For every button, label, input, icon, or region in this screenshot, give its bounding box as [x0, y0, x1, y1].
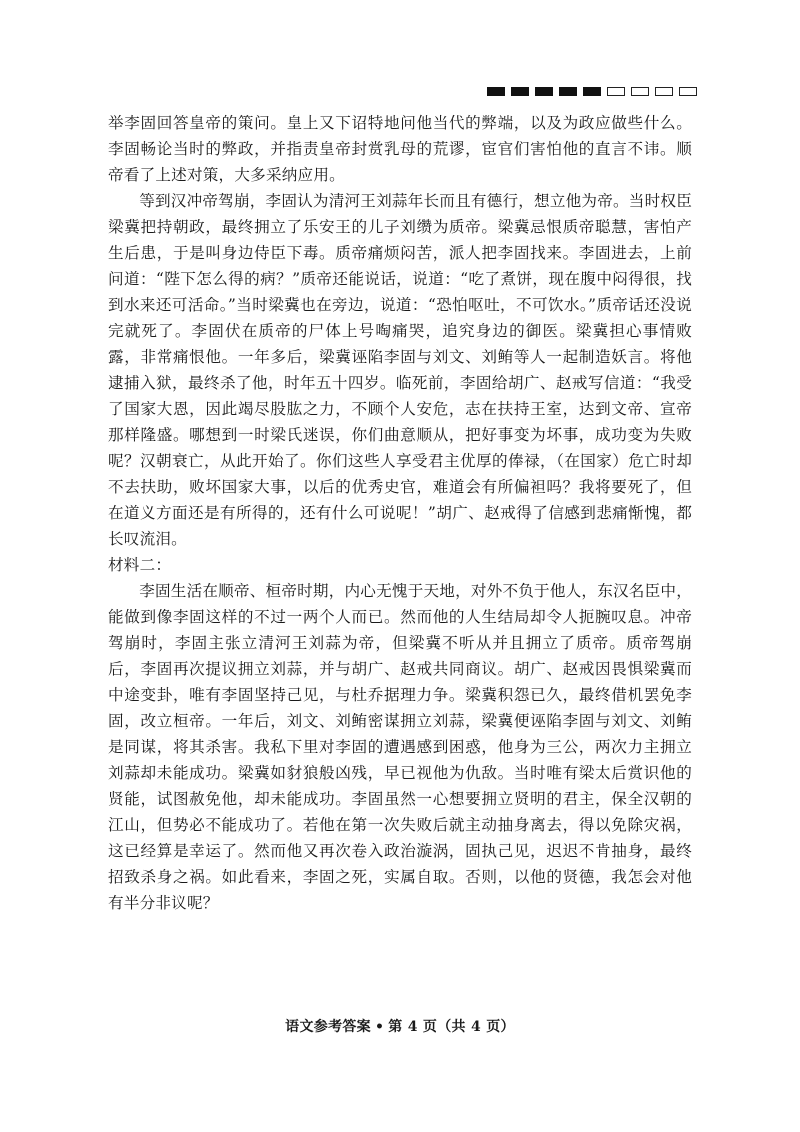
page-progress-marks — [487, 87, 697, 96]
progress-mark-filled — [535, 87, 553, 96]
paragraph-continued: 举李固回答皇帝的策问。皇上又下诏特地问他当代的弊端，以及为政应做些什么。李固畅论当时的弊政，并指责皇帝封赏乳母的荒谬，宦官们害怕他的直言不讳。顺帝看了上述对策，大多采纳应用。 — [108, 114, 692, 184]
progress-mark-empty — [631, 87, 649, 96]
paragraph-li-gu-death: 等到汉冲帝驾崩，李固认为清河王刘蒜年长而且有德行，想立他为帝。当时权臣梁冀把持朝政，最终拥立了乐安王的儿子刘缵为质帝。梁冀忌恨质帝聪慧，害怕产生后患，于是叫身边侍臣下毒。质帝痛烦闷苦，派人把李固找来。李固进去，上前问道：“陛下怎么得的病？”质帝还能说话，说道：“吃了煮饼，现在腹中闷得很，找到水来还可活命。”当时梁冀也在旁边，说道：“恐怕呕吐，不可饮水。”质帝话还没说完就死了。李固伏在质帝的尸体上号啕痛哭，追究身边的御医。梁冀担心事情败露，非常痛恨他。一年多后，梁冀诬陷李固与刘文、刘鲔等人一起制造妖言。将他逮捕入狱，最终杀了他，时年五十四岁。临死前，李固给胡广、赵戒写信道：“我受了国家大恩，因此竭尽股肱之力，不顾个人安危，志在扶持王室，达到文帝、宣帝那样隆盛。哪想到一时梁氏迷误，你们曲意顺从，把好事变为坏事，成功变为失败呢？汉朝衰亡，从此开始了。你们这些人享受君主优厚的俸禄，（在国家）危亡时却不去扶助，败坏国家大事，以后的优秀史官，难道会有所偏袒吗？我将要死了，但在道义方面还是有所得的，还有什么可说呢！”胡广、赵戒得了信感到悲痛惭愧，都长叹流泪。 — [108, 192, 692, 548]
document-body — [108, 110, 692, 916]
footer-separator: • — [374, 1019, 385, 1035]
footer-page-number: 第 4 页（共 4 页） — [388, 1019, 515, 1035]
progress-mark-empty — [655, 87, 673, 96]
paragraph-material-two: 李固生活在顺帝、桓帝时期，内心无愧于天地，对外不负于他人，东汉名臣中，能做到像李固这样的不过一两个人而已。然而他的人生结局却令人扼腕叹息。冲帝驾崩时，李固主张立清河王刘蒜为帝，但梁冀不听从并且拥立了质帝。质帝驾崩后，李固再次提议拥立刘蒜，并与胡广、赵戒共同商议。胡广、赵戒因畏惧梁冀而中途变卦，唯有李固坚持己见，与杜乔据理力争。梁冀积怨已久，最终借机罢免李固，改立桓帝。一年后，刘文、刘鲔密谋拥立刘蒜，梁冀便诬陷李固与刘文、刘鲔是同谋，将其杀害。我私下里对李固的遭遇感到困惑，他身为三公，两次力主拥立刘蒜却未能成功。梁冀如豺狼般凶残，早已视他为仇敌。当时唯有梁太后赏识他的贤能，试图赦免他，却未能成功。李固虽然一心想要拥立贤明的君主，保全汉朝的江山，但势必不能成功了。若他在第一次失败后就主动抽身离去，得以免除灾祸，这已经算是幸运了。然而他又再次卷入政治漩涡，固执己见，迟迟不肯抽身，最终招致杀身之祸。如此看来，李固之死，实属自取。否则，以他的贤德，我怎会对他有半分非议呢？ — [108, 582, 692, 912]
footer-title: 语文参考答案 — [285, 1019, 371, 1035]
progress-mark-filled — [559, 87, 577, 96]
material-two-heading: 材料二： — [108, 556, 172, 574]
page-footer — [0, 1016, 800, 1036]
progress-mark-empty — [607, 87, 625, 96]
progress-mark-filled — [487, 87, 505, 96]
progress-mark-empty — [679, 87, 697, 96]
progress-mark-filled — [511, 87, 529, 96]
progress-mark-filled — [583, 87, 601, 96]
